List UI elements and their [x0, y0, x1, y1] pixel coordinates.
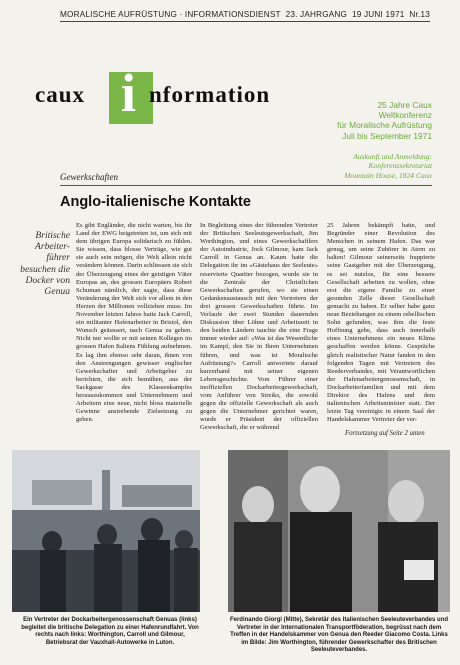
harbour-scene: [12, 450, 200, 612]
article-column-3: [327, 222, 435, 424]
issue-number: Nr.13: [409, 10, 430, 19]
registration-line: Mountain House, 1824 Caux: [344, 170, 432, 180]
article-column-1: [76, 222, 192, 424]
article-headline: Anglo-italienische Kontakte: [60, 194, 251, 210]
column-text: 25 Jahren bekämpft hatte, und Begründer einer Revolution des Menschen in seinem Hafen. Das war genug, um seine Zuhörer in Atem zu halten! Gilmour seinerseits frappierte seine Gastgeber mit der Überzeugung, es sei nutzlos, für eine bessere Gesellschaft arbeiten zu wollen, ohne erst die eigene Familie zu einer gesunden Zelle dieser Gesellschaft gemacht zu haben. Er selber habe ganz neue Beziehungen zu einem rebellischen Sohn gefunden, was ihm die feste Hoffnung gebe, dass auch innerhalb eines Unternehmens ein neues Klima geschaffen werden könne. Gespräche gleich realistischer Natur fanden in den folgenden Tagen mit Vertretern des Reederverbandes, mit Verantwortlichen der Hafenarbeitergenossenschaft, in Dockarbeiterfamilien und mit dem Direktor des Hafens und dem italienischen Arbeitsminister statt. Der letzte Tag vereinigte in einem Saal der Handelskammer Vertreter der ver-: [327, 222, 435, 424]
logo-letter-i: i: [121, 63, 137, 123]
article-kicker: Britische Arbeiter-führer besuchen die Docker von Genua: [20, 230, 70, 298]
harbour-tour-photo: [12, 450, 200, 612]
column-text: Es gibt Engländer, die nicht warten, bis ihr Land der EWG beigetreten ist, um sich mit dem übrigen Europa solidarisch zu fühlen. Sie wissen, dass blosse Verträge, wie gut sie auch sein mögen, die Welt allein nicht verändern können. Darin schliessen sie sich der Überzeugung eines der geistigen Väter Europas an, des grossen Europäers Robert Schuman nämlich, der sagte, dass diese Veränderung der Welt sich vor allem in den Herzen der Millionen vollziehen muss. Im November letzten Jahres hatte Jack Carroll, ein militanter Hafenarbeiter in Bristol, den Wunsch geäussert, nach Genua zu gehen. Nicht nur wollte er mit seinen Kollegen im grossen Hafen Italiens Fühlung aufnehmen. Es lag ihm ebenso sehr daran, ihnen von den Anstrengungen gewisser englischer Gewerkschafter und Arbeitgeber zu berichten, die sich bemühen, aus der Sackgasse des Klassenkampfes herauszukommen und Unternehmern und Arbeitern eine neue, nicht bloss materielle Gewinne anstrebende Zielsetzung zu geben.: [76, 222, 192, 424]
meeting-photo: [228, 450, 450, 612]
caux-information-logo: [35, 62, 285, 134]
issue-date: 19 JUNI 1971: [352, 10, 405, 19]
conference-line: 25 Jahre Caux: [377, 100, 432, 110]
conference-line: Juli bis September 1971: [342, 130, 432, 141]
photo-caption-2: Ferdinando Giorgi (Mitte), Sekretär des Italienischen Seeleuteverbandes und Vertreter in der Internationalen Transportföderation, begrüsst nach dem Treffen in der Handelskammer von Genua den Reeder Giacomo Costa. Links im Bilde: Jim Worthington, führender Gewerkschafter des Britischen Seeleuteverbandes.: [229, 617, 449, 654]
publication-name: MORALISCHE AUFRÜSTUNG · INFORMATIONSDIENST: [60, 10, 281, 19]
section-label: Gewerkschaften: [60, 172, 118, 182]
conference-notice: [312, 100, 432, 141]
masthead-bar: [60, 8, 430, 22]
volume: 23. JAHRGANG: [285, 10, 348, 19]
continued-note: Fortsetzung auf Seite 2 unten: [345, 430, 425, 437]
conference-line: für Moralische Aufrüstung: [337, 120, 432, 131]
section-divider: [60, 185, 432, 186]
registration-line: Konferenzsekretariat: [368, 161, 432, 171]
meeting-scene: [228, 450, 450, 612]
registration-info: [282, 152, 432, 180]
article-column-2: [200, 222, 318, 432]
logo-word-caux: caux: [35, 82, 85, 107]
logo-word-nformation: nformation: [149, 82, 271, 107]
registration-line: Auskunft und Anmeldung:: [353, 152, 432, 161]
column-text: In Begleitung eines der führenden Vertreter der Britischen Seeleutegewerkschaft, Jim Worthington, und eines Gewerkschaftlers der Autoindustrie, Jock Gilmour, kam Jack Carroll in Genua an. Kaum hatte die Delegation ihr im «Gästehaus der Seeleute» reservierte Quartier bezogen, wurde sie in die Zentrale der Christlichen Gewerkschaften gerufen, wo sie einen Gedankenaustausch mit den Vertretern der drei grossen Gewerkschaften führte. Im Verlaufe der zwei Stunden dauernden Diskussion über Löhne und Arbeitszeit in den beiden Ländern tauchte die eine Frage immer wieder auf: «Was ist das Wesentliche im Kampf, den Sie in Ihren Unternehmen führen, und was ist Moralische Aufrüstung?» Carroll antwortete darauf kurzerhand mit seiner eigenen Lebensgeschichte. Vom Führer einer inoffiziellen Dockarbeitergewerkschaft, vom Anführer von Streiks, die sowohl gegen die offizielle Gewerkschaft als auch gegen die Unternehmer gerichtet waren, wurde er Präsident der offiziellen Gewerkschaft, die er während: [200, 222, 318, 432]
photo-caption-1: Ein Vertreter der Dockarbeitergenossenschaft Genuas (links) begleitet die britische Delegation zu einer Hafenrundfahrt. Von rechts nach links: Worthington, Carroll und Gilmour, Betriebsrat der Vauxhall-Autowerke in Luton.: [21, 617, 199, 646]
conference-line: Weltkonferenz: [378, 110, 432, 121]
